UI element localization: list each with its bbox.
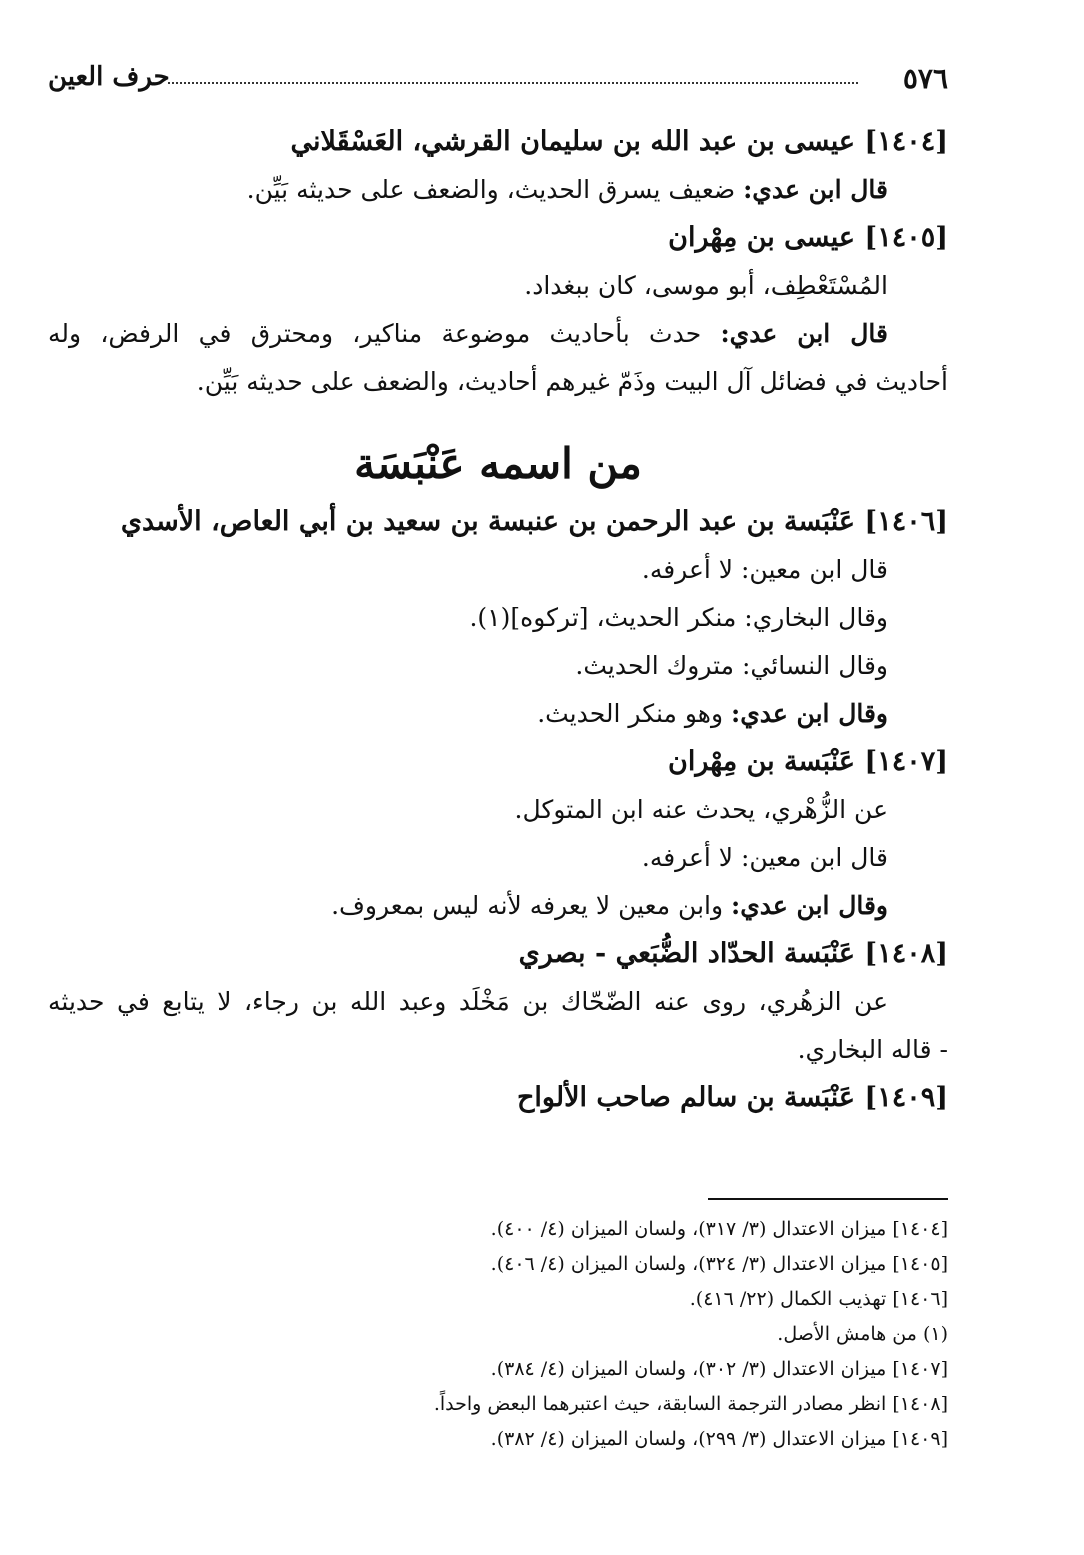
entry-text-line: وقال البخاري: منكر الحديث، [تركوه](١). bbox=[469, 603, 888, 632]
entry-text: وابن معين لا يعرفه لأنه ليس بمعروف. bbox=[331, 891, 732, 920]
entry-text-line bbox=[48, 690, 948, 738]
entry-text-line bbox=[48, 166, 948, 214]
speaker-label: وقال ابن عدي: bbox=[731, 891, 888, 920]
entry-heading-1405: [١٤٠٥] عيسى بن مِهْران bbox=[668, 222, 948, 253]
footnote: [١٤٠٧] ميزان الاعتدال (٣/ ٣٠٢)، ولسان الميزان (٤/ ٣٨٤). bbox=[490, 1358, 948, 1380]
entry-text-line: المُسْتَعْطِف، أبو موسى، كان ببغداد. bbox=[524, 271, 888, 300]
entry-text-line: عن الزهُري، روى عنه الضّحّاك بن مَخْلَد وعبد الله بن رجاء، لا يتابع في حديثه bbox=[48, 987, 888, 1016]
page-number: ٥٧٦ bbox=[902, 62, 948, 95]
speaker-label: وقال ابن عدي: bbox=[731, 699, 888, 728]
footnote: [١٤٠٨] انظر مصادر الترجمة السابقة، حيث اعتبرهما البعض واحداً. bbox=[433, 1393, 948, 1415]
entry-heading-1407: [١٤٠٧] عَنْبَسة بن مِهْران bbox=[668, 746, 948, 777]
entry-text-line: - قاله البخاري. bbox=[797, 1035, 948, 1064]
footnote: [١٤٠٤] ميزان الاعتدال (٣/ ٣١٧)، ولسان الميزان (٤/ ٤٠٠). bbox=[490, 1218, 948, 1240]
footnote: [١٤٠٩] ميزان الاعتدال (٣/ ٢٩٩)، ولسان الميزان (٤/ ٣٨٢). bbox=[490, 1428, 948, 1450]
entry-heading-1408: [١٤٠٨] عَنْبَسة الحدّاد الضُّبَعي - بصري bbox=[518, 938, 948, 969]
entry-heading-1404: [١٤٠٤] عيسى بن عبد الله بن سليمان القرشي، العَسْقَلاني bbox=[290, 126, 948, 157]
entry-text: حدث بأحاديث موضوعة مناكير، ومحترق في الرفض، وله bbox=[48, 319, 721, 348]
entry-text-line bbox=[48, 882, 948, 930]
entry-text-line: وقال النسائي: متروك الحديث. bbox=[575, 651, 888, 680]
running-title: حرف العين bbox=[48, 62, 170, 92]
entry-text-line: قال ابن معين: لا أعرفه. bbox=[641, 555, 888, 584]
entry-text-line: أحاديث في فضائل آل البيت وذَمّ غيرهم أحاديث، والضعف على حديثه بَيِّن. bbox=[196, 367, 948, 396]
entry-heading-1406: [١٤٠٦] عَنْبَسة بن عبد الرحمن بن عنبسة بن سعيد بن أبي العاص، الأسدي bbox=[120, 506, 948, 537]
section-title: من اسمه عَنْبَسَة bbox=[354, 439, 642, 488]
footnotes bbox=[188, 1212, 948, 1457]
footnote: [١٤٠٦] تهذيب الكمال (٢٢/ ٤١٦). bbox=[689, 1288, 948, 1310]
speaker-label: قال ابن عدي: bbox=[743, 175, 888, 204]
entry-text-line: عن الزُّهْري، يحدث عنه ابن المتوكل. bbox=[514, 795, 888, 824]
main-text bbox=[48, 118, 948, 1122]
footnote: (١) من هامش الأصل. bbox=[777, 1323, 948, 1345]
header-dotted-rule bbox=[168, 82, 858, 84]
running-header bbox=[48, 62, 948, 102]
entry-text-line bbox=[48, 310, 948, 358]
entry-text: وهو منكر الحديث. bbox=[537, 699, 732, 728]
entry-text-line: قال ابن معين: لا أعرفه. bbox=[641, 843, 888, 872]
speaker-label: قال ابن عدي: bbox=[720, 319, 888, 348]
entry-text: ضعيف يسرق الحديث، والضعف على حديثه بَيِّن. bbox=[246, 175, 744, 204]
entry-heading-1409: [١٤٠٩] عَنْبَسة بن سالم صاحب الألواح bbox=[516, 1082, 948, 1113]
footnote-separator bbox=[708, 1198, 948, 1200]
footnote: [١٤٠٥] ميزان الاعتدال (٣/ ٣٢٤)، ولسان الميزان (٤/ ٤٠٦). bbox=[490, 1253, 948, 1275]
